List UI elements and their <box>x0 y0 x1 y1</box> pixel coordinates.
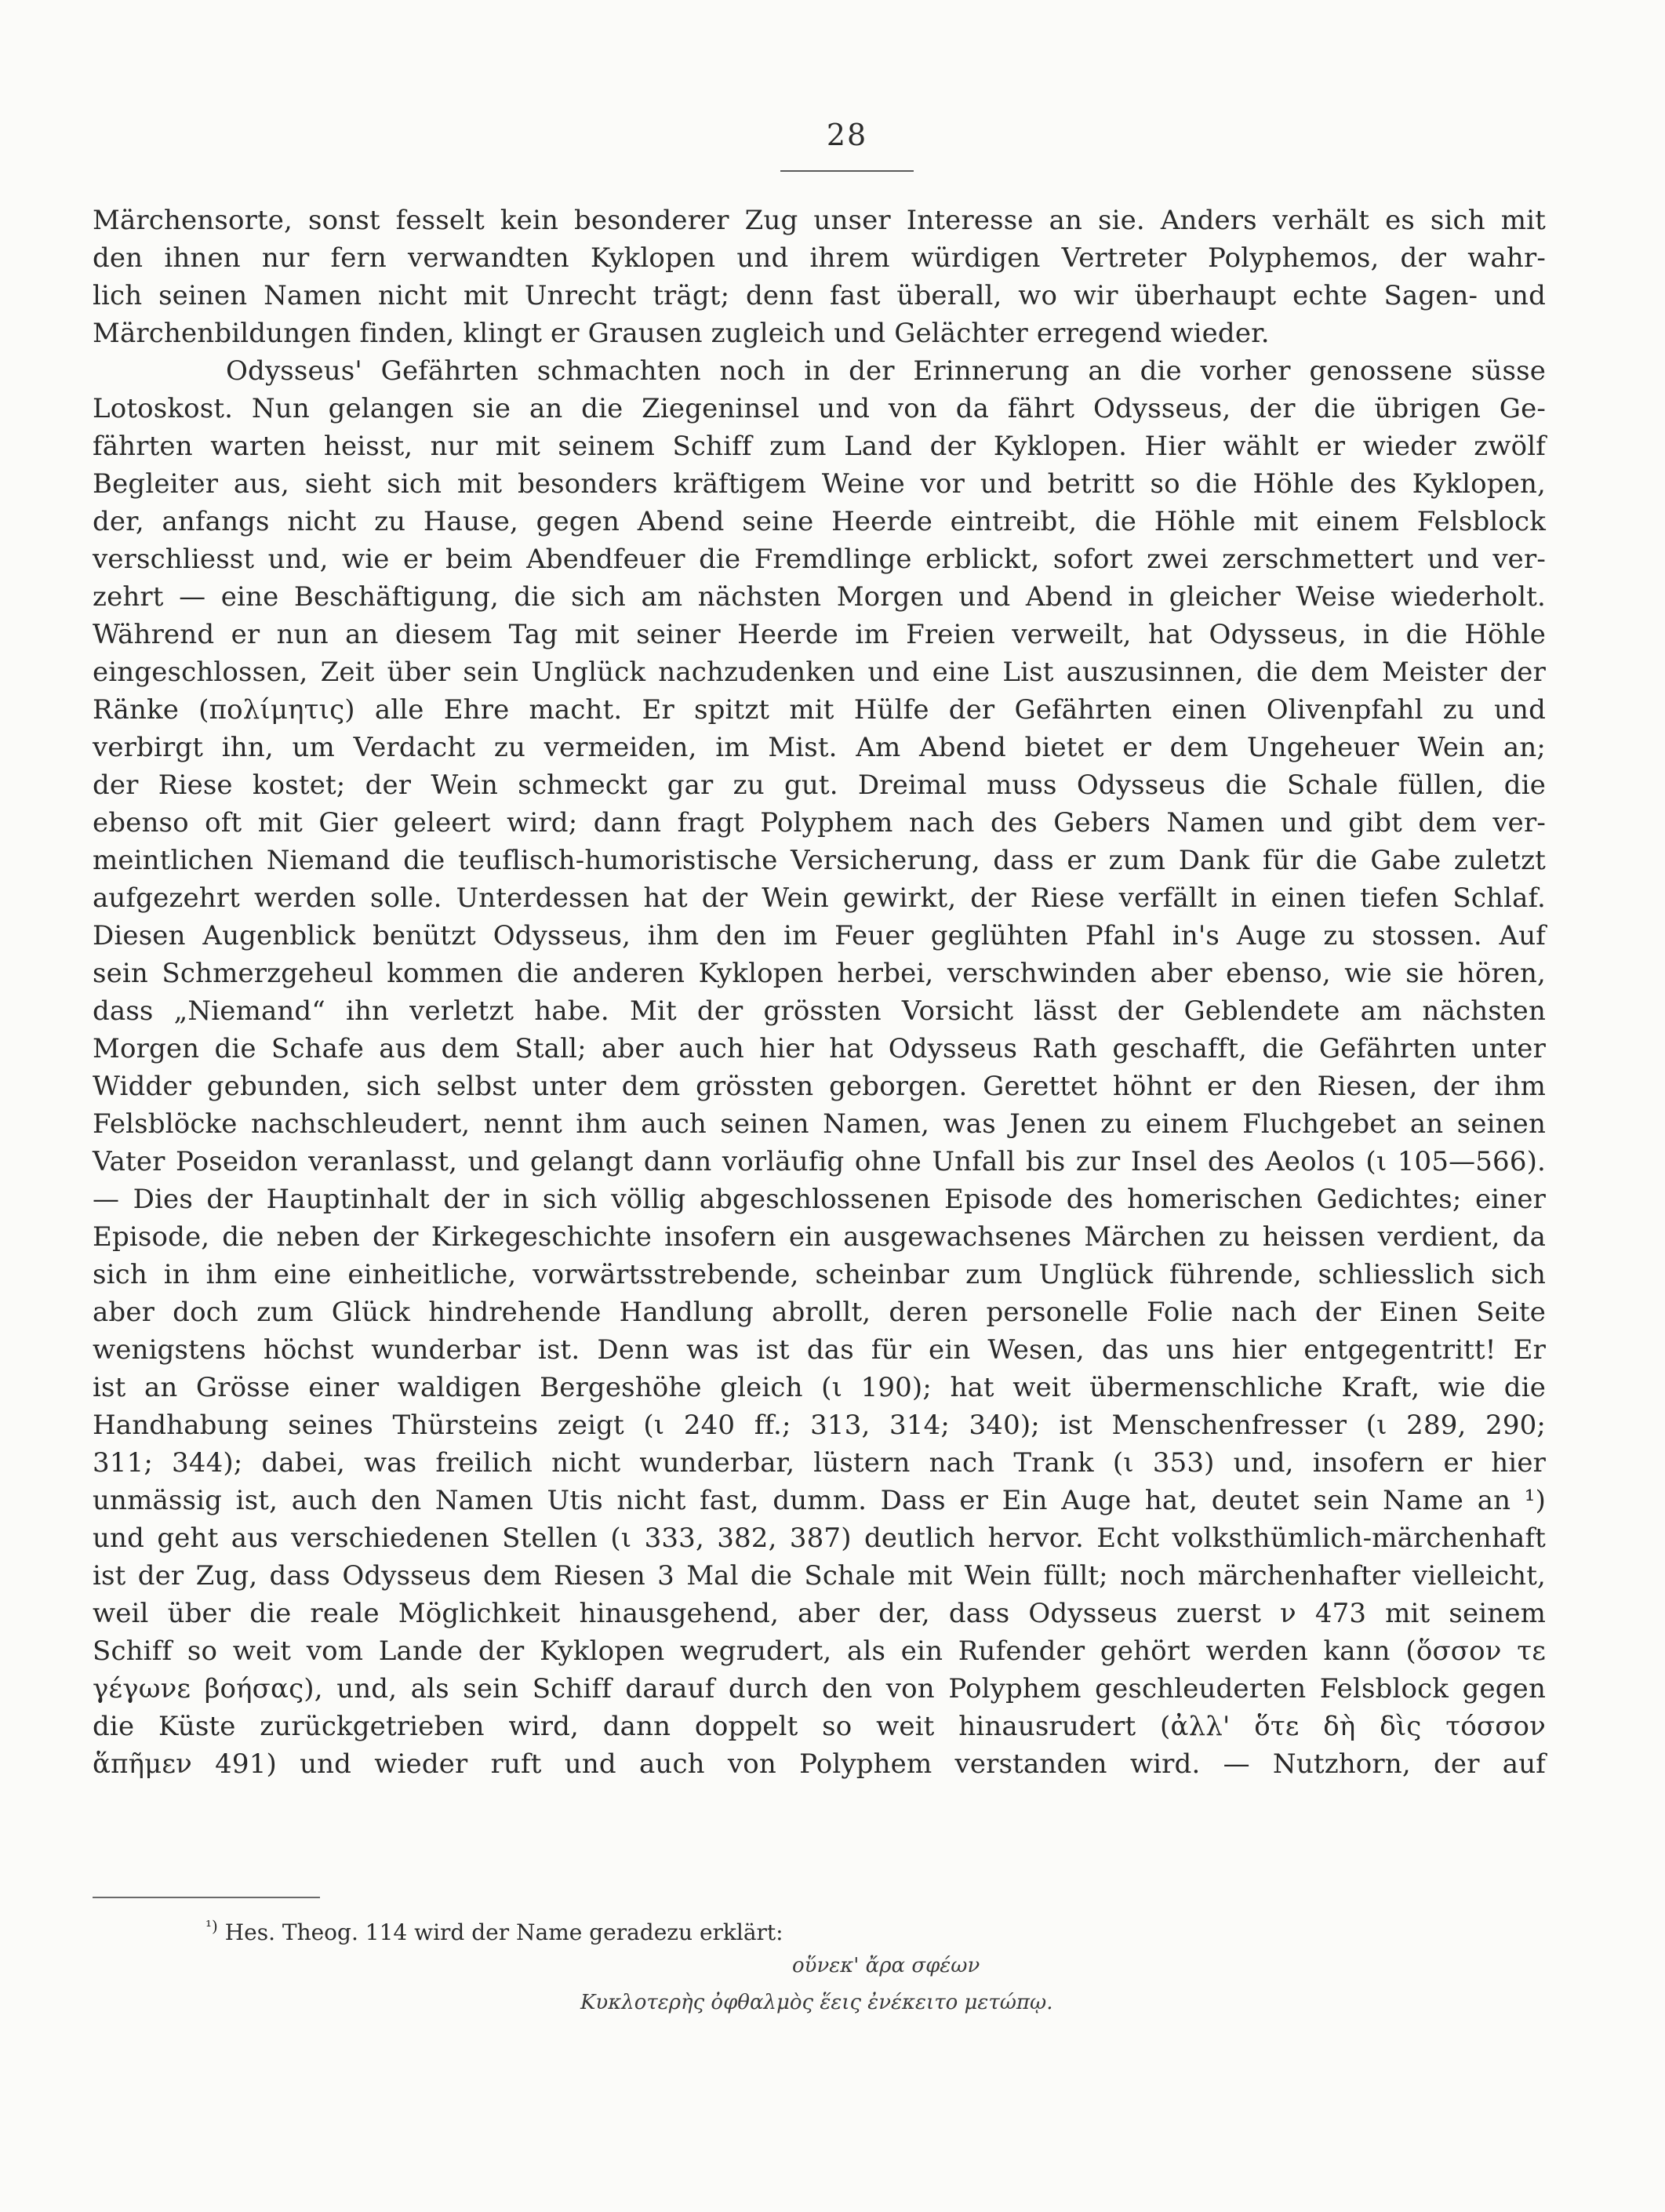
text-line: aufgezehrt werden solle. Unterdessen hat der Wein gewirkt, der Riese verfällt in einen tiefen Schlaf. <box>93 882 1546 914</box>
text-line: dass „Niemand“ ihn verletzt habe. Mit der grössten Vorsicht lässt der Geblendete am nächsten <box>93 995 1546 1027</box>
footnote-verse-line: οὕνεκ' ἄρα σφέων <box>792 1954 980 1977</box>
footnote-text: Hes. Theog. 114 wird der Name geradezu erklärt: <box>224 1919 783 1945</box>
text-line: Märchenbildungen finden, klingt er Grausen zugleich und Gelächter erregend wieder. <box>93 318 1270 349</box>
text-line: Schiff so weit vom Lande der Kyklopen wegrudert, als ein Rufender gehört werden kann (ὅσσον τε <box>93 1635 1546 1667</box>
body-text <box>93 202 1546 1783</box>
footnote <box>205 1917 783 1948</box>
footnote-rule <box>93 1897 320 1898</box>
text-line: γέγωνε βοήσας), und, als sein Schiff darauf durch den von Polyphem geschleuderten Felsblock gegen <box>93 1673 1546 1704</box>
text-line: unmässig ist, auch den Namen Utis nicht fast, dumm. Dass er Ein Auge hat, deutet sein Name an ¹) <box>93 1485 1546 1516</box>
text-line: Morgen die Schafe aus dem Stall; aber auch hier hat Odysseus Rath geschafft, die Gefährten unter <box>93 1033 1546 1064</box>
text-line: 311; 344); dabei, was freilich nicht wunderbar, lüstern nach Trank (ι 353) und, insofern er hier <box>93 1447 1546 1479</box>
text-line: sich in ihm eine einheitliche, vorwärtsstrebende, scheinbar zum Unglück führende, schliesslich sich <box>93 1259 1546 1290</box>
text-line: zehrt — eine Beschäftigung, die sich am nächsten Morgen und Abend in gleicher Weise wiederholt. <box>93 581 1546 613</box>
text-line: Diesen Augenblick benützt Odysseus, ihm den im Feuer geglühten Pfahl in's Auge zu stossen. Auf <box>93 920 1546 951</box>
text-line: der Riese kostet; der Wein schmeckt gar zu gut. Dreimal muss Odysseus die Schale füllen, die <box>93 769 1546 801</box>
text-line: lich seinen Namen nicht mit Unrecht trägt; denn fast überall, wo wir überhaupt echte Sagen- und <box>93 280 1546 311</box>
text-line: ist an Grösse einer waldigen Bergeshöhe gleich (ι 190); hat weit übermenschliche Kraft, wie die <box>93 1372 1546 1403</box>
text-line: Felsblöcke nachschleudert, nennt ihm auch seinen Namen, was Jenen zu einem Fluchgebet an seinen <box>93 1108 1546 1140</box>
text-line: Märchensorte, sonst fesselt kein besonderer Zug unser Interesse an sie. Anders verhält es sich mit <box>93 205 1546 236</box>
text-line: die Küste zurückgetrieben wird, dann doppelt so weit hinausrudert (ἀλλ' ὅτε δὴ δὶς τόσσον <box>93 1711 1546 1742</box>
text-line: verschliesst und, wie er beim Abendfeuer die Fremdlinge erblickt, sofort zwei zerschmettert und ver- <box>93 544 1546 575</box>
text-line: ist der Zug, dass Odysseus dem Riesen 3 Mal die Schale mit Wein füllt; noch märchenhafter vielleicht, <box>93 1560 1546 1592</box>
text-line: weil über die reale Möglichkeit hinausgehend, aber der, dass Odysseus zuerst ν 473 mit seinem <box>93 1598 1546 1629</box>
text-line: aber doch zum Glück hindrehende Handlung abrollt, deren personelle Folie nach der Einen Seite <box>93 1297 1546 1328</box>
text-line: Begleiter aus, sieht sich mit besonders kräftigem Weine vor und betritt so die Höhle des Kyklopen, <box>93 468 1546 500</box>
footnote-verse-line: Κυκλοτερὴς ὀφθαλμὸς ἕεις ἐνέκειτο μετώπῳ. <box>580 1991 1053 2014</box>
text-line: der, anfangs nicht zu Hause, gegen Abend seine Heerde eintreibt, die Höhle mit einem Felsblock <box>93 506 1546 537</box>
text-line: fährten warten heisst, nur mit seinem Schiff zum Land der Kyklopen. Hier wählt er wieder zwölf <box>93 431 1546 462</box>
text-line: Während er nun an diesem Tag mit seiner Heerde im Freien verweilt, hat Odysseus, in die Höhle <box>93 619 1546 650</box>
text-line: Ränke (πολίμητις) alle Ehre macht. Er spitzt mit Hülfe der Gefährten einen Olivenpfahl zu und <box>93 694 1546 726</box>
text-line: Widder gebunden, sich selbst unter dem grössten geborgen. Gerettet höhnt er den Riesen, der ihm <box>93 1071 1546 1102</box>
text-line: Episode, die neben der Kirkegeschichte insofern ein ausgewachsenes Märchen zu heissen verdient, da <box>93 1221 1546 1253</box>
text-line: Vater Poseidon veranlasst, und gelangt dann vorläufig ohne Unfall bis zur Insel des Aeolos (ι 105—566). <box>93 1146 1546 1177</box>
text-line: eingeschlossen, Zeit über sein Unglück nachzudenken und eine List auszusinnen, die dem Meister der <box>93 657 1546 688</box>
text-line: Odysseus' Gefährten schmachten noch in der Erinnerung an die vorher genossene süsse <box>226 355 1546 387</box>
text-line: verbirgt ihn, um Verdacht zu vermeiden, im Mist. Am Abend bietet er dem Ungeheuer Wein an; <box>93 732 1546 763</box>
text-line: und geht aus verschiedenen Stellen (ι 333, 382, 387) deutlich hervor. Echt volksthümlich-märchenhaft <box>93 1523 1546 1554</box>
text-line: sein Schmerzgeheul kommen die anderen Kyklopen herbei, verschwinden aber ebenso, wie sie hören, <box>93 958 1546 989</box>
page-number-rule <box>780 170 914 172</box>
text-line: den ihnen nur fern verwandten Kyklopen und ihrem würdigen Vertreter Polyphemos, der wahr- <box>93 242 1546 274</box>
text-line: ἅπῆμεν 491) und wieder ruft und auch von Polyphem verstanden wird. — Nutzhorn, der auf <box>93 1748 1546 1780</box>
text-line: meintlichen Niemand die teuflisch-humoristische Versicherung, dass er zum Dank für die Gabe zuletzt <box>93 845 1546 876</box>
text-line: ebenso oft mit Gier geleert wird; dann fragt Polyphem nach des Gebers Namen und gibt dem ver- <box>93 807 1546 839</box>
text-line: — Dies der Hauptinhalt der in sich völlig abgeschlossenen Episode des homerischen Gedichtes; einer <box>93 1184 1546 1215</box>
text-line: wenigstens höchst wunderbar ist. Denn was ist das für ein Wesen, das uns hier entgegentritt! Er <box>93 1334 1546 1366</box>
text-line: Lotoskost. Nun gelangen sie an die Ziegeninsel und von da fährt Odysseus, der die übrigen Ge- <box>93 393 1546 424</box>
page-number: 28 <box>826 118 868 152</box>
text-line: Handhabung seines Thürsteins zeigt (ι 240 ff.; 313, 314; 340); ist Menschenfresser (ι 289, 290; <box>93 1410 1546 1441</box>
footnote-marker: ¹) <box>205 1916 218 1936</box>
